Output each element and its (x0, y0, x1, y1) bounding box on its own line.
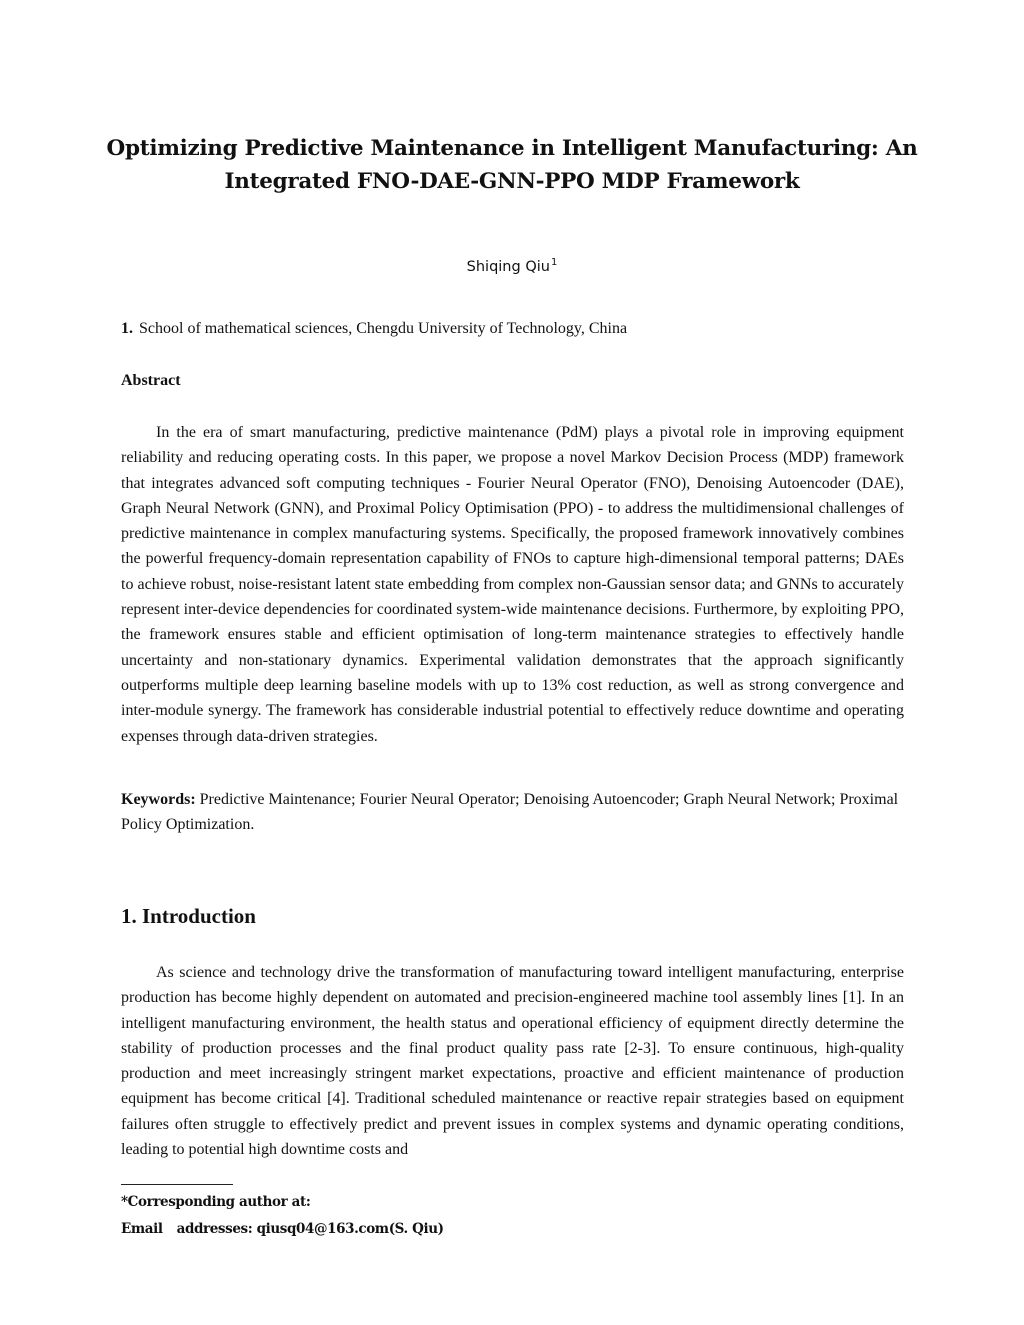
author-line (0, 252, 1024, 278)
keywords (121, 787, 911, 838)
abstract-heading: Abstract (121, 372, 181, 389)
keywords-text: Predictive Maintenance; Fourier Neural Operator; Denoising Autoencoder; Graph Neural Network; Proximal Policy Optimization. (121, 791, 899, 834)
paper-title-line-2: Integrated FNO-DAE-GNN-PPO MDP Framework (224, 169, 800, 194)
introduction-text: As science and technology drive the transformation of manufacturing toward intelligent manufacturing, enterprise production has become highly dependent on automated and precision-engineered machine tool assembly lines [1]. In an intelligent manufacturing environment, the health status and operational efficiency of equipment directly determine the stability of production processes and the final product quality pass rate [2-3]. To ensure continuous, high-quality production and meet increasingly stringent market expectations, proactive and efficient maintenance of production equipment has become critical [4]. Traditional scheduled maintenance or reactive repair strategies based on equipment failures often struggle to effectively predict and prevent issues in complex systems and dynamic operating conditions, leading to potential high downtime costs and (121, 964, 904, 1159)
footnote-email (121, 1219, 444, 1239)
footnote-email-address: addresses: qiusq04@163.com(S. Qiu) (176, 1221, 444, 1237)
section-heading-introduction: 1. Introduction (121, 904, 256, 928)
keywords-label: Keywords: (121, 791, 196, 808)
author-name: Shiqing Qiu (466, 259, 550, 275)
footnote-divider (121, 1184, 233, 1185)
affiliation-number: 1. (121, 320, 133, 337)
abstract-text: In the era of smart manufacturing, predictive maintenance (PdM) plays a pivotal role in improving equipment reliability and reducing operating costs. In this paper, we propose a novel Markov Decision Process (MDP) framework that integrates advanced soft computing techniques - Fourier Neural Operator (FNO), Denoising Autoencoder (DAE), Graph Neural Network (GNN), and Proximal Policy Optimisation (PPO) - to address the multidimensional challenges of predictive maintenance in complex manufacturing systems. Specifically, the proposed framework innovatively combines the powerful frequency-domain representation capability of FNOs to capture high-dimensional temporal patterns; DAEs to achieve robust, noise-resistant latent state embedding from complex non-Gaussian sensor data; and GNNs to accurately represent inter-device dependencies for coordinated system-wide maintenance decisions. Furthermore, by exploiting PPO, the framework ensures stable and efficient optimisation of long-term maintenance strategies to effectively handle uncertainty and non-stationary dynamics. Experimental validation demonstrates that the approach significantly outperforms multiple deep learning baseline models with up to 13% cost reduction, as well as strong convergence and inter-module synergy. The framework has considerable industrial potential to effectively reduce downtime and operating expenses through data-driven strategies. (121, 424, 904, 745)
author-affiliation-mark: 1 (550, 257, 558, 268)
affiliation-text: School of mathematical sciences, Chengdu University of Technology, China (139, 320, 628, 337)
paper-title-line-1: Optimizing Predictive Maintenance in Intelligent Manufacturing: An (106, 136, 918, 161)
footnote-corresponding-author: *Corresponding author at: (121, 1194, 311, 1210)
paper-title (100, 132, 924, 198)
affiliation (121, 318, 627, 340)
footnote-email-label: Email (121, 1221, 163, 1237)
